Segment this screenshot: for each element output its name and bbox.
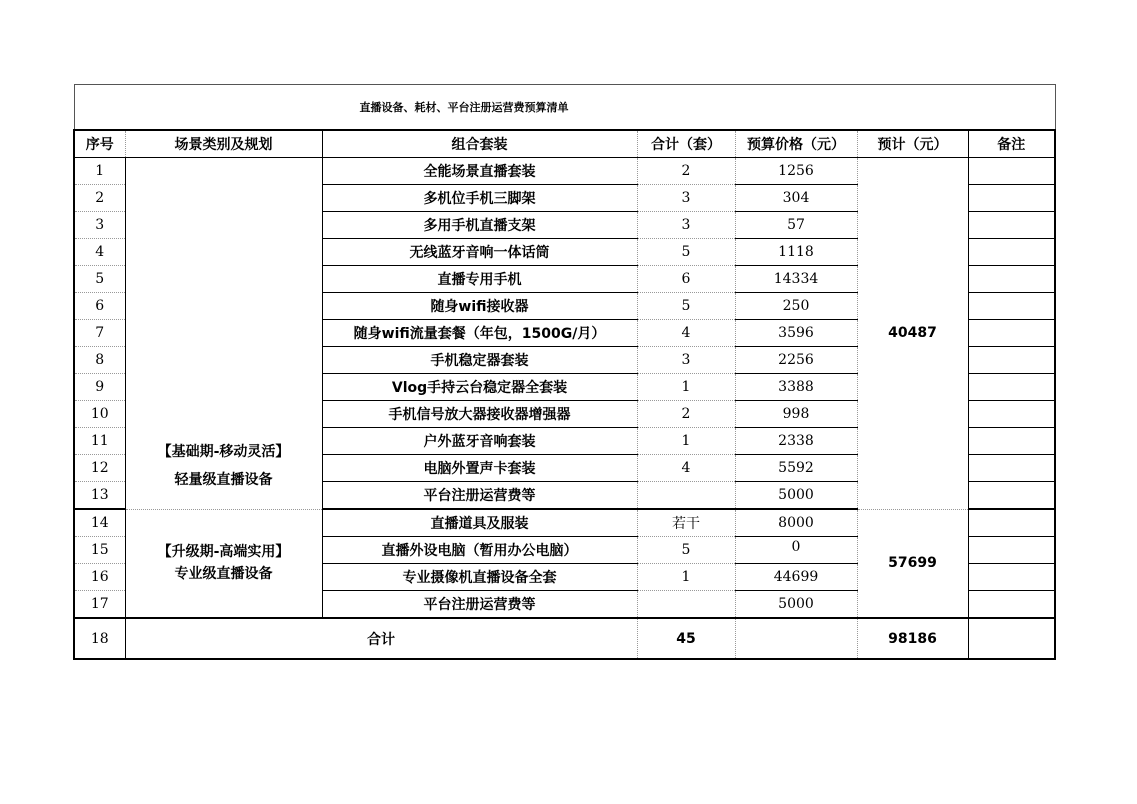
item-note: [968, 564, 1055, 591]
table-row: [74, 158, 1055, 185]
row-no: 3: [74, 212, 125, 239]
item-price: 5000: [735, 482, 857, 510]
item-name: 电脑外置声卡套装: [322, 455, 637, 482]
item-note: [968, 509, 1055, 537]
item-note: [968, 482, 1055, 510]
item-qty: 2: [637, 401, 735, 428]
item-note: [968, 591, 1055, 619]
item-note: [968, 266, 1055, 293]
header-qty: 合计（套）: [637, 130, 735, 158]
item-qty: 若干: [637, 509, 735, 537]
item-qty: [637, 482, 735, 510]
title-row: [74, 85, 1055, 131]
row-no: 14: [74, 509, 125, 537]
total-row: [74, 618, 1055, 659]
item-price: 2256: [735, 347, 857, 374]
item-price: 1118: [735, 239, 857, 266]
scene-line2: 专业级直播设备: [174, 566, 273, 583]
item-note: [968, 537, 1055, 564]
row-no: 7: [74, 320, 125, 347]
row-no: 17: [74, 591, 125, 619]
total-qty: 45: [637, 618, 735, 659]
row-no: 6: [74, 293, 125, 320]
item-name: 直播道具及服装: [322, 509, 637, 537]
item-name: 随身wifi接收器: [322, 293, 637, 320]
row-no: 12: [74, 455, 125, 482]
item-name: 手机信号放大器接收器增强器: [322, 401, 637, 428]
item-qty: 5: [637, 293, 735, 320]
item-price: 250: [735, 293, 857, 320]
header-subtotal: 预计（元）: [857, 130, 968, 158]
item-name: 全能场景直播套装: [322, 158, 637, 185]
table-row: [74, 509, 1055, 537]
row-no: 1: [74, 158, 125, 185]
group-subtotal: 57699: [857, 509, 968, 618]
item-name: 平台注册运营费等: [322, 591, 637, 619]
item-qty: 3: [637, 185, 735, 212]
item-note: [968, 185, 1055, 212]
row-no: 10: [74, 401, 125, 428]
item-price: 57: [735, 212, 857, 239]
item-name: 多用手机直播支架: [322, 212, 637, 239]
row-no: 2: [74, 185, 125, 212]
item-price: 3388: [735, 374, 857, 401]
budget-sheet: [73, 84, 1054, 660]
total-subtotal: 98186: [857, 618, 968, 659]
header-no: 序号: [74, 130, 125, 158]
item-note: [968, 239, 1055, 266]
item-price: 5592: [735, 455, 857, 482]
item-price: 14334: [735, 266, 857, 293]
item-price: 304: [735, 185, 857, 212]
row-no: 18: [74, 618, 125, 659]
item-note: [968, 320, 1055, 347]
item-note: [968, 158, 1055, 185]
total-label: 合计: [125, 618, 637, 659]
row-no: 16: [74, 564, 125, 591]
row-no: 15: [74, 537, 125, 564]
item-price: 5000: [735, 591, 857, 619]
row-no: 5: [74, 266, 125, 293]
item-name: 多机位手机三脚架: [322, 185, 637, 212]
item-price: 2338: [735, 428, 857, 455]
header-row: [74, 130, 1055, 158]
item-price: 3596: [735, 320, 857, 347]
scene-line1: 【升级期-高端实用】: [157, 544, 290, 561]
item-name: 专业摄像机直播设备全套: [322, 564, 637, 591]
item-name: 户外蓝牙音响套装: [322, 428, 637, 455]
item-qty: 5: [637, 537, 735, 564]
item-qty: 6: [637, 266, 735, 293]
item-name: 无线蓝牙音响一体话筒: [322, 239, 637, 266]
item-price: 998: [735, 401, 857, 428]
header-note: 备注: [968, 130, 1055, 158]
item-note: [968, 293, 1055, 320]
header-price: 预算价格（元）: [735, 130, 857, 158]
total-note: [968, 618, 1055, 659]
item-note: [968, 428, 1055, 455]
scene-cell: [125, 509, 322, 618]
item-note: [968, 455, 1055, 482]
group-subtotal: 40487: [857, 158, 968, 510]
item-qty: 1: [637, 428, 735, 455]
item-name: Vlog手持云台稳定器全套装: [322, 374, 637, 401]
row-no: 9: [74, 374, 125, 401]
item-note: [968, 374, 1055, 401]
row-no: 8: [74, 347, 125, 374]
item-qty: 1: [637, 564, 735, 591]
item-name: 直播专用手机: [322, 266, 637, 293]
total-price: [735, 618, 857, 659]
item-name: 直播外设电脑（暂用办公电脑）: [322, 537, 637, 564]
item-qty: 3: [637, 212, 735, 239]
item-qty: 2: [637, 158, 735, 185]
item-price: 44699: [735, 564, 857, 591]
item-note: [968, 212, 1055, 239]
item-price: 0: [735, 537, 857, 564]
scene-cell: [125, 158, 322, 510]
item-qty: 5: [637, 239, 735, 266]
item-note: [968, 401, 1055, 428]
budget-table: [73, 84, 1056, 660]
scene-line2: 轻量级直播设备: [174, 472, 273, 488]
header-item: 组合套装: [322, 130, 637, 158]
item-price: 1256: [735, 158, 857, 185]
scene-line1: 【基础期-移动灵活】: [157, 444, 290, 460]
item-note: [968, 347, 1055, 374]
item-name: 平台注册运营费等: [322, 482, 637, 510]
row-no: 11: [74, 428, 125, 455]
sheet-title: 直播设备、耗材、平台注册运营费预算清单: [74, 85, 1055, 131]
header-scene: 场景类别及规划: [125, 130, 322, 158]
item-price: 8000: [735, 509, 857, 537]
item-qty: 4: [637, 455, 735, 482]
row-no: 13: [74, 482, 125, 510]
item-name: 随身wifi流量套餐（年包，1500G/月）: [322, 320, 637, 347]
item-qty: 4: [637, 320, 735, 347]
item-qty: [637, 591, 735, 619]
row-no: 4: [74, 239, 125, 266]
item-qty: 1: [637, 374, 735, 401]
item-name: 手机稳定器套装: [322, 347, 637, 374]
item-qty: 3: [637, 347, 735, 374]
